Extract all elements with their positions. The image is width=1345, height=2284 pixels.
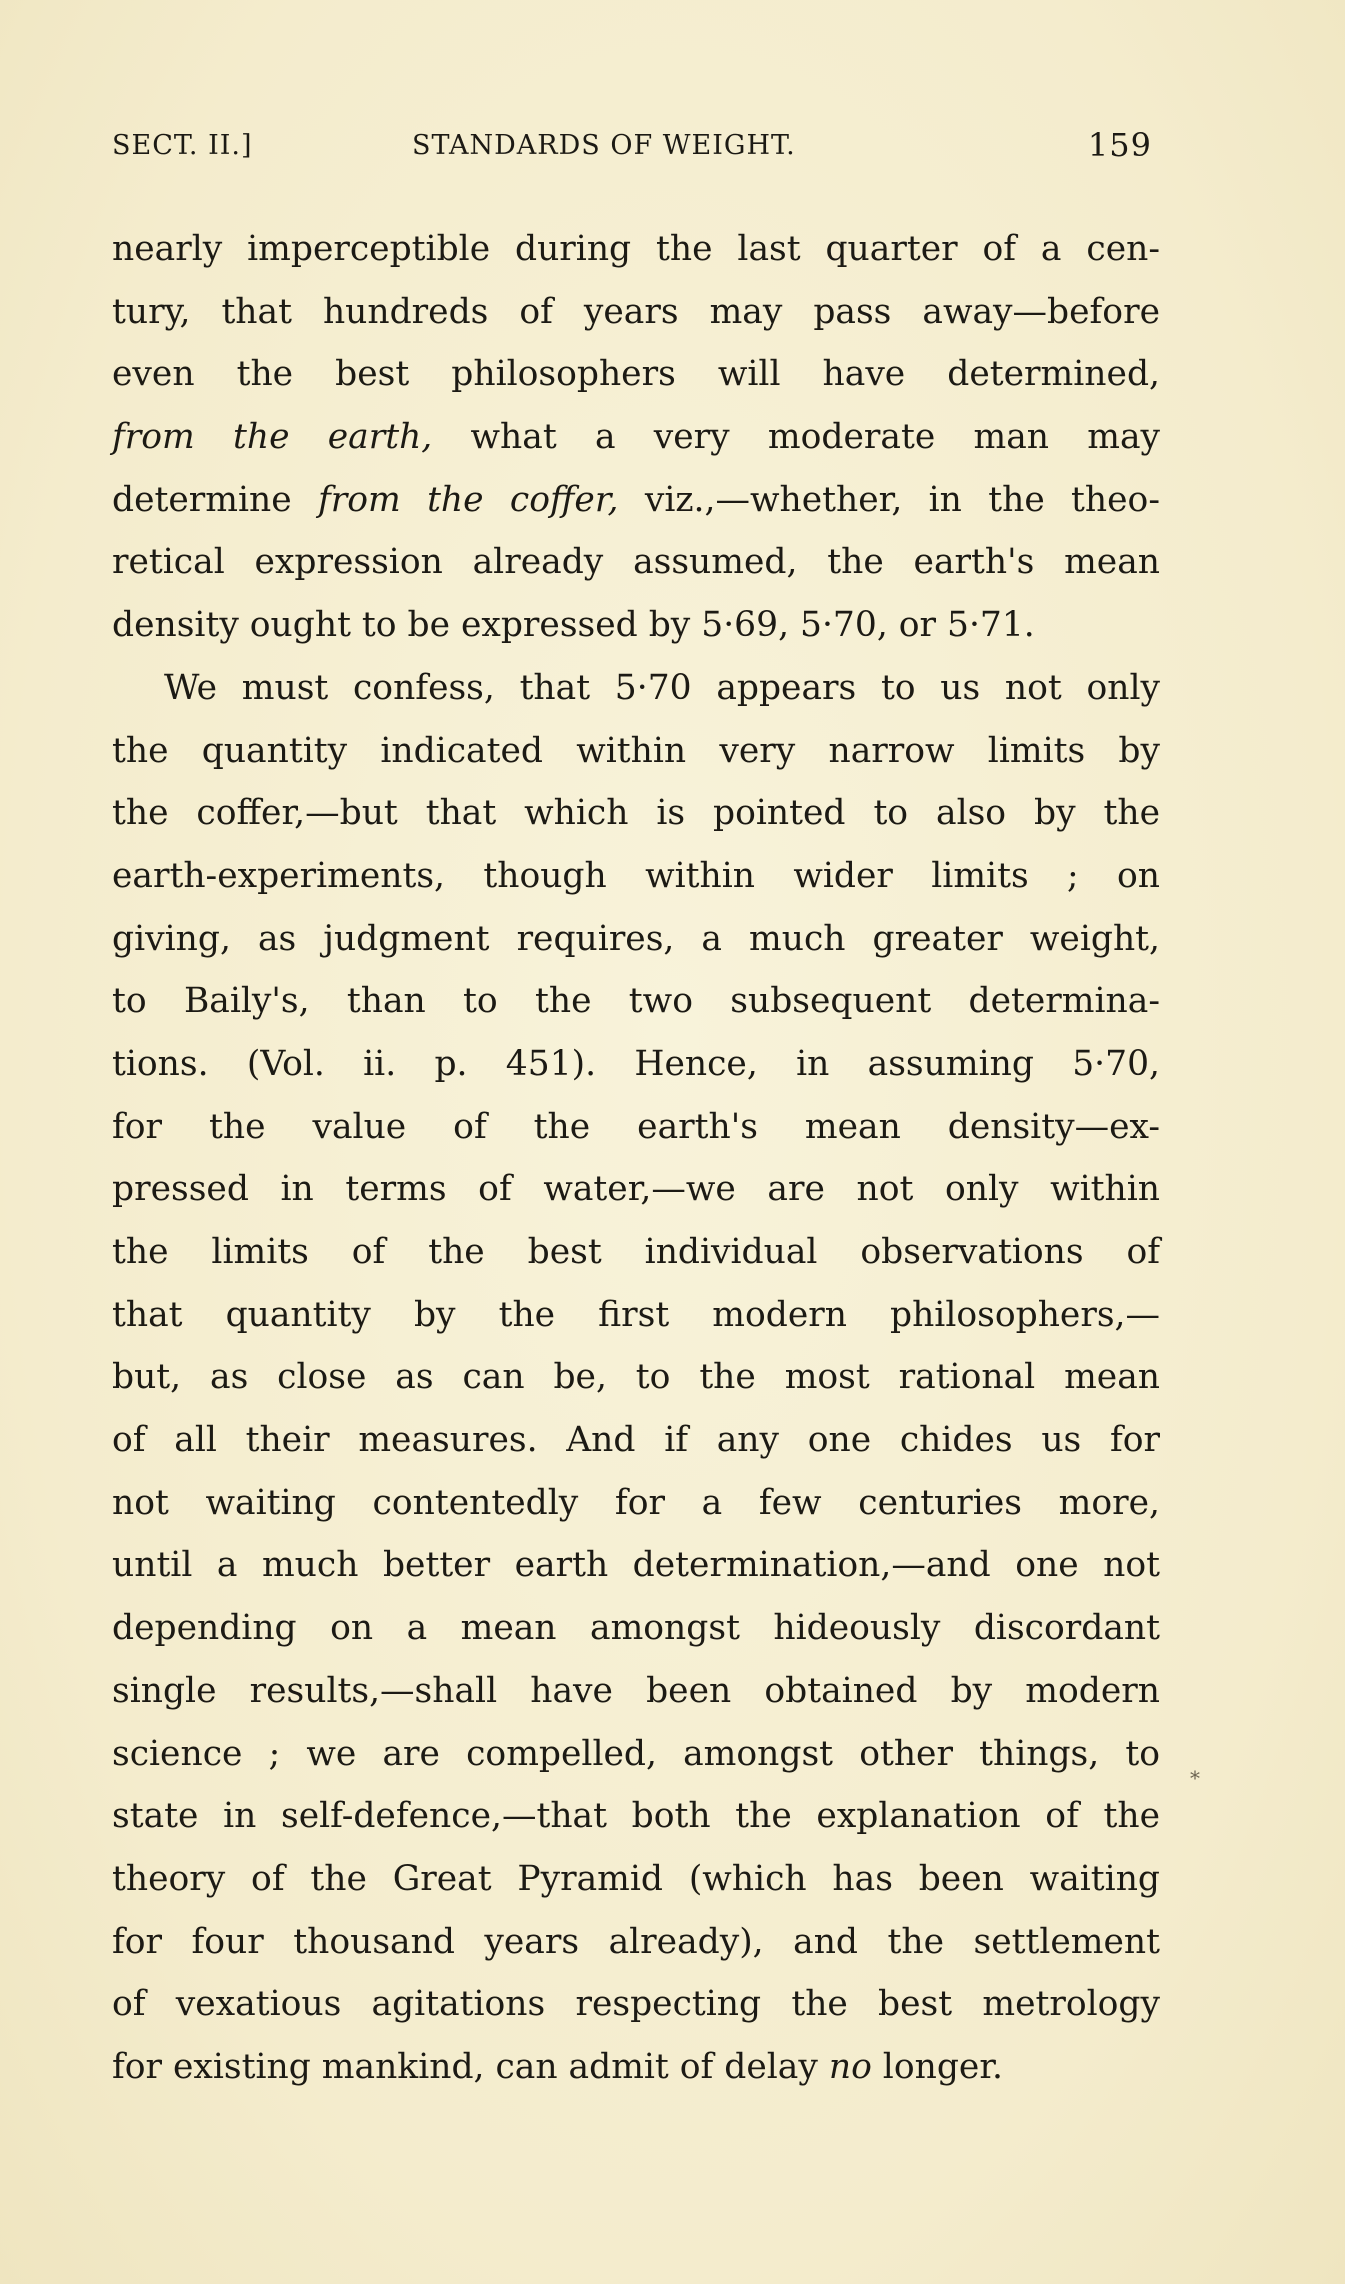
page-number: 159	[1087, 126, 1152, 164]
italic-text: from the earth,	[112, 417, 433, 458]
text-segment: of all their measures. And if any one chides us for	[112, 1420, 1160, 1461]
section-label: SECT. II.]	[112, 130, 253, 161]
text-line	[112, 1096, 1160, 1159]
stray-mark-icon: ⁎	[1190, 1760, 1200, 1784]
text-segment: that quantity by the first modern philosophers,—	[112, 1294, 1160, 1335]
text-segment: We must confess, that 5·70 appears to us not only	[164, 667, 1160, 708]
text-segment: until a much better earth determination,—and one not	[112, 1545, 1160, 1586]
text-segment: state in self-defence,—that both the explanation of the	[112, 1796, 1160, 1837]
body-text	[112, 218, 1160, 2099]
text-line	[112, 531, 1160, 594]
text-segment: even the best philosophers will have determined,	[112, 354, 1160, 395]
text-line	[112, 1284, 1160, 1347]
text-line	[112, 1597, 1160, 1660]
text-segment: theory of the Great Pyramid (which has been waiting	[112, 1858, 1160, 1899]
text-line	[112, 657, 1160, 720]
text-line	[112, 970, 1160, 1033]
text-segment: of vexatious agitations respecting the best metrology	[112, 1984, 1160, 2025]
text-segment: but, as close as can be, to the most rational mean	[112, 1357, 1160, 1398]
text-line	[112, 469, 1160, 532]
text-line	[112, 406, 1160, 469]
text-segment: retical expression already assumed, the earth's mean	[112, 542, 1160, 583]
text-segment: longer.	[871, 2046, 1004, 2087]
text-line	[112, 1723, 1160, 1786]
text-segment: the coffer,—but that which is pointed to also by the	[112, 793, 1160, 834]
text-segment: pressed in terms of water,—we are not only within	[112, 1169, 1160, 1210]
running-title: STANDARDS OF WEIGHT.	[412, 130, 796, 161]
text-segment: density ought to be expressed by 5·69, 5·70, or 5·71.	[112, 605, 1035, 646]
text-segment: nearly imperceptible during the last quarter of a cen-	[112, 229, 1160, 269]
text-line	[112, 2036, 1160, 2099]
text-segment: determine	[112, 479, 318, 520]
text-line	[112, 1660, 1160, 1723]
text-segment: what a very moderate man may	[432, 417, 1161, 458]
text-segment: for existing mankind, can admit of delay	[112, 2046, 829, 2087]
text-line	[112, 594, 1160, 657]
text-line	[112, 908, 1160, 971]
running-head	[112, 126, 1152, 170]
text-line	[112, 343, 1160, 406]
text-line	[112, 281, 1160, 344]
text-segment: for four thousand years already), and the settlement	[112, 1921, 1160, 1962]
italic-text: no	[828, 2046, 872, 2087]
text-segment: to Baily's, than to the two subsequent determina-	[112, 981, 1160, 1022]
text-segment: single results,—shall have been obtained by modern	[112, 1670, 1160, 1711]
italic-text: from the coffer,	[318, 479, 619, 520]
text-segment: giving, as judgment requires, a much greater weight,	[112, 918, 1160, 959]
text-line	[112, 1158, 1160, 1221]
text-line	[112, 720, 1160, 783]
text-segment: earth-experiments, though within wider limits ; on	[112, 855, 1160, 896]
text-segment: not waiting contentedly for a few centuries more,	[112, 1482, 1160, 1523]
text-line	[112, 782, 1160, 845]
text-segment: the quantity indicated within very narrow limits by	[112, 730, 1160, 771]
text-segment: tury, that hundreds of years may pass away—before	[112, 291, 1160, 332]
text-line	[112, 1221, 1160, 1284]
text-segment: depending on a mean amongst hideously discordant	[112, 1608, 1160, 1649]
text-line	[112, 1848, 1160, 1911]
text-line	[112, 1033, 1160, 1096]
text-line	[112, 1534, 1160, 1597]
text-line	[112, 1346, 1160, 1409]
text-segment: the limits of the best individual observations of	[112, 1232, 1160, 1272]
text-line	[112, 1973, 1160, 2036]
text-segment: for the value of the earth's mean density—ex-	[112, 1106, 1160, 1147]
text-segment: viz.,—whether, in the theo-	[618, 479, 1160, 520]
text-segment: tions. (Vol. ii. p. 451). Hence, in assuming 5·70,	[112, 1043, 1160, 1084]
text-segment: science ; we are compelled, amongst other things, to	[112, 1733, 1160, 1774]
text-line	[112, 218, 1160, 281]
text-line	[112, 845, 1160, 908]
text-line	[112, 1409, 1160, 1472]
text-line	[112, 1472, 1160, 1535]
text-line	[112, 1785, 1160, 1848]
text-line	[112, 1911, 1160, 1974]
